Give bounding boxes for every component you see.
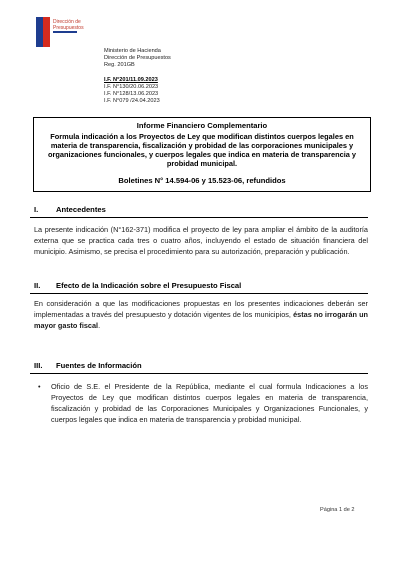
section-number: I.	[34, 205, 39, 214]
report-subject: Formula indicación a los Proyectos de Ley que modifican distintos cuerpos legales en materia de transparencia, fiscalización y probidad de las corporaciones municipales y organizaciones funcionales, y cuerpos legales que indica en materia de transparencia y probidad municipal.	[47, 132, 357, 168]
section-heading-1	[34, 205, 364, 215]
logo-text: Dirección de Presupuestos	[53, 19, 84, 31]
reference-item: I.F. N°130/20.06.2023	[104, 84, 159, 90]
section-number: II.	[34, 281, 41, 290]
section-1-text: La presente indicación (N°162-371) modifica el proyecto de ley para ampliar el ámbito de la auditoría externa que se practica cada tres o cuatro años, incluyendo el estado de situación financiera del municipio. Asimismo, se precisa el procedimiento para su autorización, preparación y publicación.	[34, 225, 368, 256]
reference-item: I.F. N°128/13.06.2023	[104, 91, 159, 97]
logo-flag-red	[43, 17, 50, 47]
section-title: Efecto de la Indicación sobre el Presupuesto Fiscal	[56, 281, 242, 290]
section-heading-2	[34, 281, 364, 291]
logo	[36, 17, 84, 47]
section-title: Fuentes de Información	[56, 361, 142, 370]
section-heading-3	[34, 361, 364, 371]
report-title: Informe Financiero Complementario	[136, 121, 268, 130]
page-number: Página 1 de 2	[320, 507, 355, 513]
report-boletines: Boletines N° 14.594-06 y 15.523-06, refundidos	[118, 176, 286, 185]
logo-flag-blue	[36, 17, 43, 47]
bullet-dot: •	[38, 382, 41, 391]
section-number: III.	[34, 361, 43, 370]
reg-label: Reg. 201GB	[104, 62, 135, 68]
report-title-box	[33, 117, 371, 192]
ministry-label: Ministerio de Hacienda	[104, 48, 161, 54]
section-3-bullet-text: Oficio de S.E. el Presidente de la República, mediante el cual formula Indicaciones a los Proyectos de Ley que modifican distintos cuerpos legales en materia de transparencia, fiscalización y probidad de las Corporaciones Municipales y Organizaciones Funcionales, y cuerpos legales que indica en materia de transparencia y probidad municipal.	[51, 382, 368, 424]
section-divider	[30, 373, 368, 374]
section-divider	[30, 217, 368, 218]
conclusion-bold: éstas no irrogarán un mayor gasto fiscal	[34, 310, 369, 330]
section-title: Antecedentes	[56, 205, 106, 214]
section-2-text: En consideración a que las modificaciones propuestas en los presentes indicaciones deberán ser implementadas a través del presupuesto y dotación vigentes de los municipios, éstas no irrogarán un mayor gasto fiscal.	[34, 299, 369, 330]
reference-item: I.F. N°201/11.09.2023	[104, 77, 158, 83]
direction-label: Dirección de Presupuestos	[104, 55, 171, 61]
reference-list	[104, 77, 160, 105]
logo-underline	[53, 31, 77, 33]
header-meta	[104, 48, 171, 69]
reference-item: I.F. N°079 /24.04.2023	[104, 98, 160, 104]
section-divider	[30, 293, 368, 294]
